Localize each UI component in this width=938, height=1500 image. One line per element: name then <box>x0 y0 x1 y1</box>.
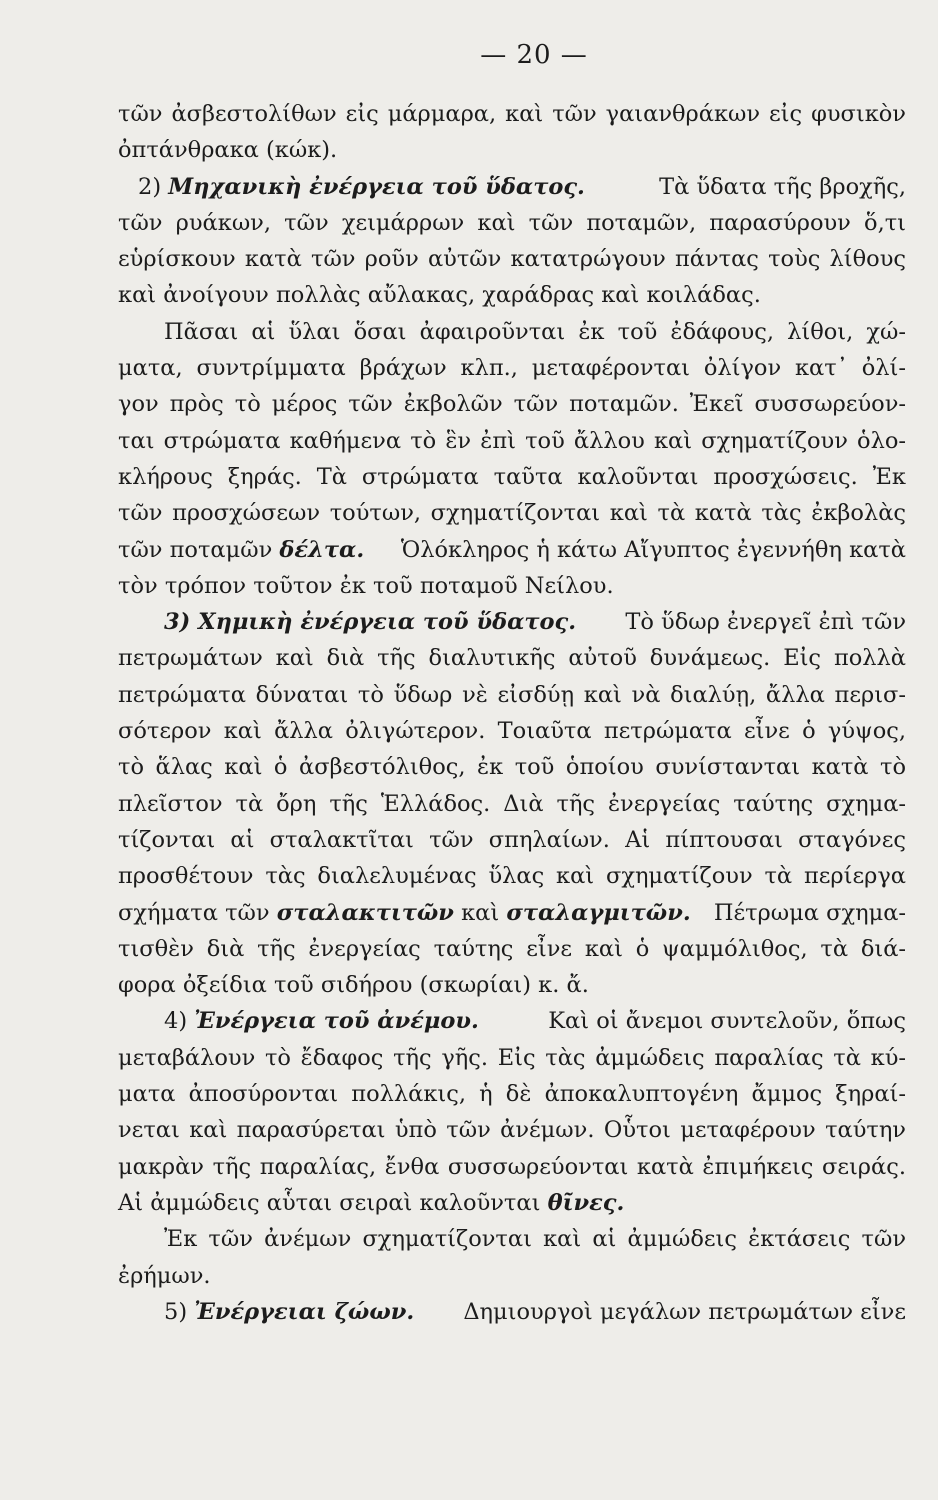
text-line: ὀπτάνθρακα (κώκ). <box>118 137 338 164</box>
text-line: καὶ ἀνοίγουν πολλὰς αὔλακας, χαράδρας καὶ κοιλάδας. <box>118 282 761 309</box>
section-heading-5: 5) Ἐνέργειαι ζώων. Δημιουργοὶ μεγάλων πετρωμάτων εἶνε <box>118 1294 906 1330</box>
term-delta: δέλτα. <box>279 536 365 563</box>
section-heading-2: 2) Μηχανικὴ ἐνέργεια τοῦ ὕδατος. Τὰ ὕδατα τῆς βροχῆς, <box>118 169 906 205</box>
body-text <box>118 96 906 1330</box>
text-line: ται στρώματα καθήμενα τὸ ἓν ἐπὶ τοῦ ἄλλου καὶ σχηματίζουν ὁλο- <box>118 427 906 454</box>
text-line: τὸν τρόπον τοῦτον ἐκ τοῦ ποταμοῦ Νείλου. <box>118 572 614 599</box>
text-line: σότερον καὶ ἄλλα ὀλιγώτερον. Τοιαῦτα πετρώματα εἶνε ὁ γύψος, <box>118 718 906 745</box>
text-line: Πᾶσαι αἱ ὕλαι ὅσαι ἀφαιροῦνται ἐκ τοῦ ἐδάφους, λίθοι, χώ- <box>164 318 906 345</box>
term-stalactites: σταλακτιτῶν <box>276 899 454 926</box>
text-line: τισθὲν διὰ τῆς ἐνεργείας ταύτης εἶνε καὶ ὁ ψαμμόλιθος, τὰ διά- <box>118 935 906 962</box>
text-line: νεται καὶ παρασύρεται ὑπὸ τῶν ἀνέμων. Οὗτοι μεταφέρουν ταύτην <box>118 1117 906 1144</box>
term-stalagmites: σταλαγμιτῶν. <box>506 899 691 926</box>
section-title: Μηχανικὴ ἐνέργεια τοῦ ὕδατος. <box>168 173 585 200</box>
text-line: πετρώματα δύναται τὸ ὕδωρ νὲ εἰσδύῃ καὶ νὰ διαλύῃ, ἄλλα περισ- <box>118 681 906 708</box>
page-number: — 20 — <box>480 40 588 70</box>
section-title: 3) Χημικὴ ἐνέργεια τοῦ ὕδατος. <box>164 609 577 636</box>
text-line: προσθέτουν τὰς διαλελυμένας ὕλας καὶ σχηματίζουν τὰ περίεργα <box>118 863 906 890</box>
text-line: Αἱ ἀμμώδεις αὗται σειραὶ καλοῦνται θῖνες. <box>118 1185 906 1221</box>
text-line: εὑρίσκουν κατὰ τῶν ροῦν αὐτῶν κατατρώγουν πάντας τοὺς λίθους <box>118 246 906 273</box>
text-line: Ἐκ τῶν ἀνέμων σχηματίζονται καὶ αἱ ἀμμώδεις ἐκτάσεις τῶν <box>164 1226 906 1253</box>
text-line: γον πρὸς τὸ μέρος τῶν ἐκβολῶν τῶν ποταμῶν. Ἐκεῖ συσσωρεύον- <box>118 391 906 418</box>
text-line: σχήματα τῶν σταλακτιτῶν καὶ σταλαγμιτῶν. Πέτρωμα σχημα- <box>118 895 906 931</box>
text-line: ματα, συντρίμματα βράχων κλπ., μεταφέρονται ὀλίγον κατ᾿ ὀλί- <box>118 355 906 382</box>
text-line: φορα ὀξείδια τοῦ σιδήρου (σκωρίαι) κ. ἄ. <box>118 972 589 999</box>
term-dunes: θῖνες. <box>547 1189 625 1216</box>
text-line: πλεῖστον τὰ ὄρη τῆς Ἑλλάδος. Διὰ τῆς ἐνεργείας ταύτης σχημα- <box>118 790 906 817</box>
text-line: ματα ἀποσύρονται πολλάκις, ἡ δὲ ἀποκαλυπτογένη ἄμμος ξηραί- <box>118 1081 906 1108</box>
text-line: τίζονται αἱ σταλακτῖται τῶν σπηλαίων. Αἱ πίπτουσαι σταγόνες <box>118 826 906 853</box>
text-line: τῶν προσχώσεων τούτων, σχηματίζονται καὶ τὰ κατὰ τὰς ἐκβολὰς <box>118 500 906 527</box>
section-heading-4: 4) Ἐνέργεια τοῦ ἀνέμου. Καὶ οἱ ἄνεμοι συντελοῦν, ὅπως <box>118 1003 906 1039</box>
section-title: Ἐνέργειαι ζώων. <box>194 1298 415 1325</box>
text-line: πετρωμάτων καὶ διὰ τῆς διαλυτικῆς αὐτοῦ δυνάμεως. Εἰς πολλὰ <box>118 645 906 672</box>
text-line: τῶν ποταμῶν δέλτα. Ὁλόκληρος ἡ κάτω Αἴγυπτος ἐγεννήθη κατὰ <box>118 532 906 568</box>
section-title: Ἐνέργεια τοῦ ἀνέμου. <box>194 1008 479 1035</box>
text-line: τῶν ρυάκων, τῶν χειμάρρων καὶ τῶν ποταμῶν, παρασύρουν ὅ,τι <box>118 209 906 236</box>
text-line: κλήρους ξηράς. Τὰ στρώματα ταῦτα καλοῦνται προσχώσεις. Ἐκ <box>118 463 906 490</box>
text-line: ἐρήμων. <box>118 1262 211 1289</box>
text-line: τῶν ἀσβεστολίθων εἰς μάρμαρα, καὶ τῶν γαιανθράκων εἰς φυσικὸν <box>118 101 906 127</box>
section-heading-3: 3) Χημικὴ ἐνέργεια τοῦ ὕδατος. Τὸ ὕδωρ ἐνεργεῖ ἐπὶ τῶν <box>118 604 906 640</box>
text-line: μακρὰν τῆς παραλίας, ἔνθα συσσωρεύονται κατὰ ἐπιμήκεις σειράς. <box>118 1153 906 1180</box>
text-line: τὸ ἅλας καὶ ὁ ἀσβεστόλιθος, ἐκ τοῦ ὁποίου συνίστανται κατὰ τὸ <box>118 754 906 781</box>
text-line: μεταβάλουν τὸ ἔδαφος τῆς γῆς. Εἰς τὰς ἀμμώδεις παραλίας τὰ κύ- <box>118 1044 906 1071</box>
